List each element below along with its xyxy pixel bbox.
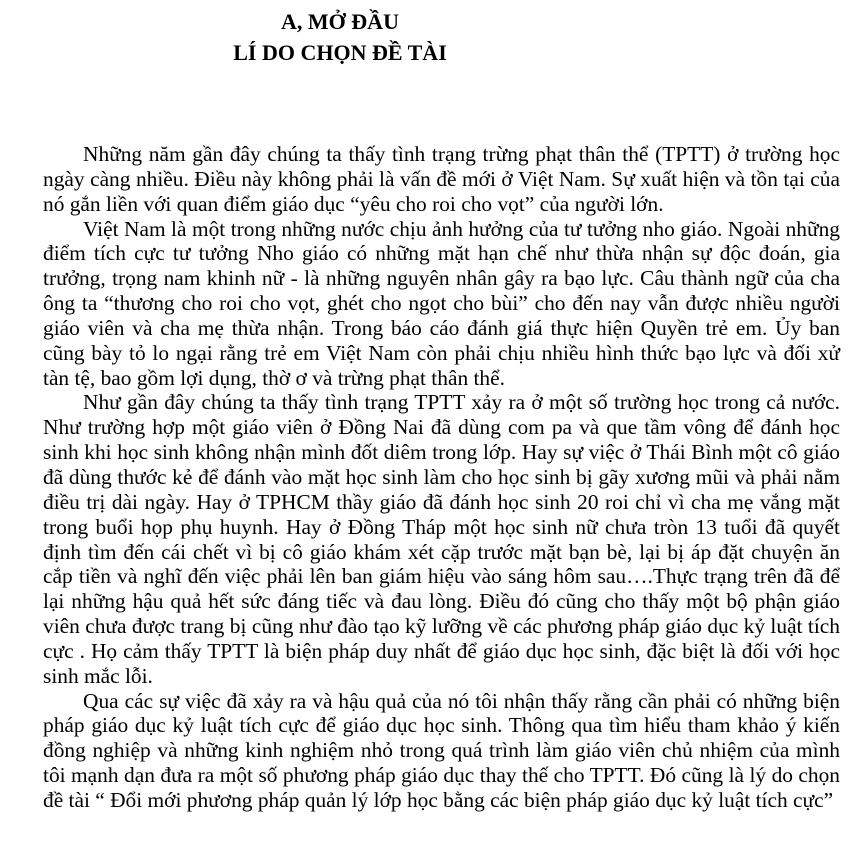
- paragraph: Như gần đây chúng ta thấy tình trạng TPTT xảy ra ở một số trường học trong cả nước. Như trường hợp một giáo viên ở Đồng Nai đã dùng com pa và que tầm vông để đánh học sinh khi học sinh không nhận mình đốt diêm trong lớp. Hay sự việc ở Thái Bình một cô giáo đã dùng thước kẻ để đánh vào mặt học sinh làm cho học sinh bị gãy xương mũi và phải nằm điều trị dài ngày. Hay ở TPHCM thầy giáo đã đánh học sinh 20 roi chỉ vì cha mẹ vắng mặt trong buổi họp phụ huynh. Hay ở Đồng Tháp một học sinh nữ chưa tròn 13 tuổi đã quyết định tìm đến cái chết vì bị cô giáo khám xét cặp trước mặt bạn bè, lại bị áp đặt chuyện ăn cắp tiền và nghĩ đến việc phải lên ban giám hiệu vào sáng hôm sau….Thực trạng trên đã để lại những hậu quả hết sức đáng tiếc và đau lòng. Điều đó cũng cho thấy một bộ phận giáo viên chưa được trang bị cũng như đào tạo kỹ lưỡng về các phương pháp giáo dục kỷ luật tích cực . Họ cảm thấy TPTT là biện pháp duy nhất để giáo dục học sinh, đặc biệt là đối với học sinh mắc lỗi.: [43, 390, 840, 688]
- document-heading: [40, 0, 640, 68]
- document-body: [43, 142, 840, 813]
- heading-line-2: LÍ DO CHỌN ĐỀ TÀI: [233, 40, 447, 65]
- heading-line-1: A, MỞ ĐẦU: [281, 9, 399, 34]
- paragraph: Qua các sự việc đã xảy ra và hậu quả của nó tôi nhận thấy rằng cần phải có những biện pháp giáo dục kỷ luật tích cực để giáo dục học sinh. Thông qua tìm hiểu tham khảo ý kiến đồng nghiệp và những kinh nghiệm nhỏ trong quá trình làm giáo viên chủ nhiệm của mình tôi mạnh dạn đưa ra một số phương pháp giáo dục thay thế cho TPTT. Đó cũng là lý do chọn đề tài “ Đổi mới phương pháp quản lý lớp học bằng các biện pháp giáo dục kỷ luật tích cực”: [43, 688, 840, 812]
- paragraph: Những năm gần đây chúng ta thấy tình trạng trừng phạt thân thể (TPTT) ở trường học ngày càng nhiều. Điều này không phải là vấn đề mới ở Việt Nam. Sự xuất hiện và tồn tại của nó gắn liền với quan điểm giáo dục “yêu cho roi cho vọt” của người lớn.: [43, 142, 840, 216]
- paragraph: Việt Nam là một trong những nước chịu ảnh hưởng của tư tưởng nho giáo. Ngoài những điểm tích cực tư tưởng Nho giáo có những mặt hạn chế như thừa nhận sự độc đoán, gia trưởng, trọng nam khinh nữ - là những nguyên nhân gây ra bạo lực. Câu thành ngữ của cha ông ta “thương cho roi cho vọt, ghét cho ngọt cho bùi” cho đến nay vẫn được nhiều người giáo viên và cha mẹ thừa nhận. Trong báo cáo đánh giá thực hiện Quyền trẻ em. Ủy ban cũng bày tỏ lo ngại rằng trẻ em Việt Nam còn phải chịu nhiều hình thức bạo lực và đối xử tàn tệ, bao gồm lợi dụng, thờ ơ và trừng phạt thân thể.: [43, 216, 840, 390]
